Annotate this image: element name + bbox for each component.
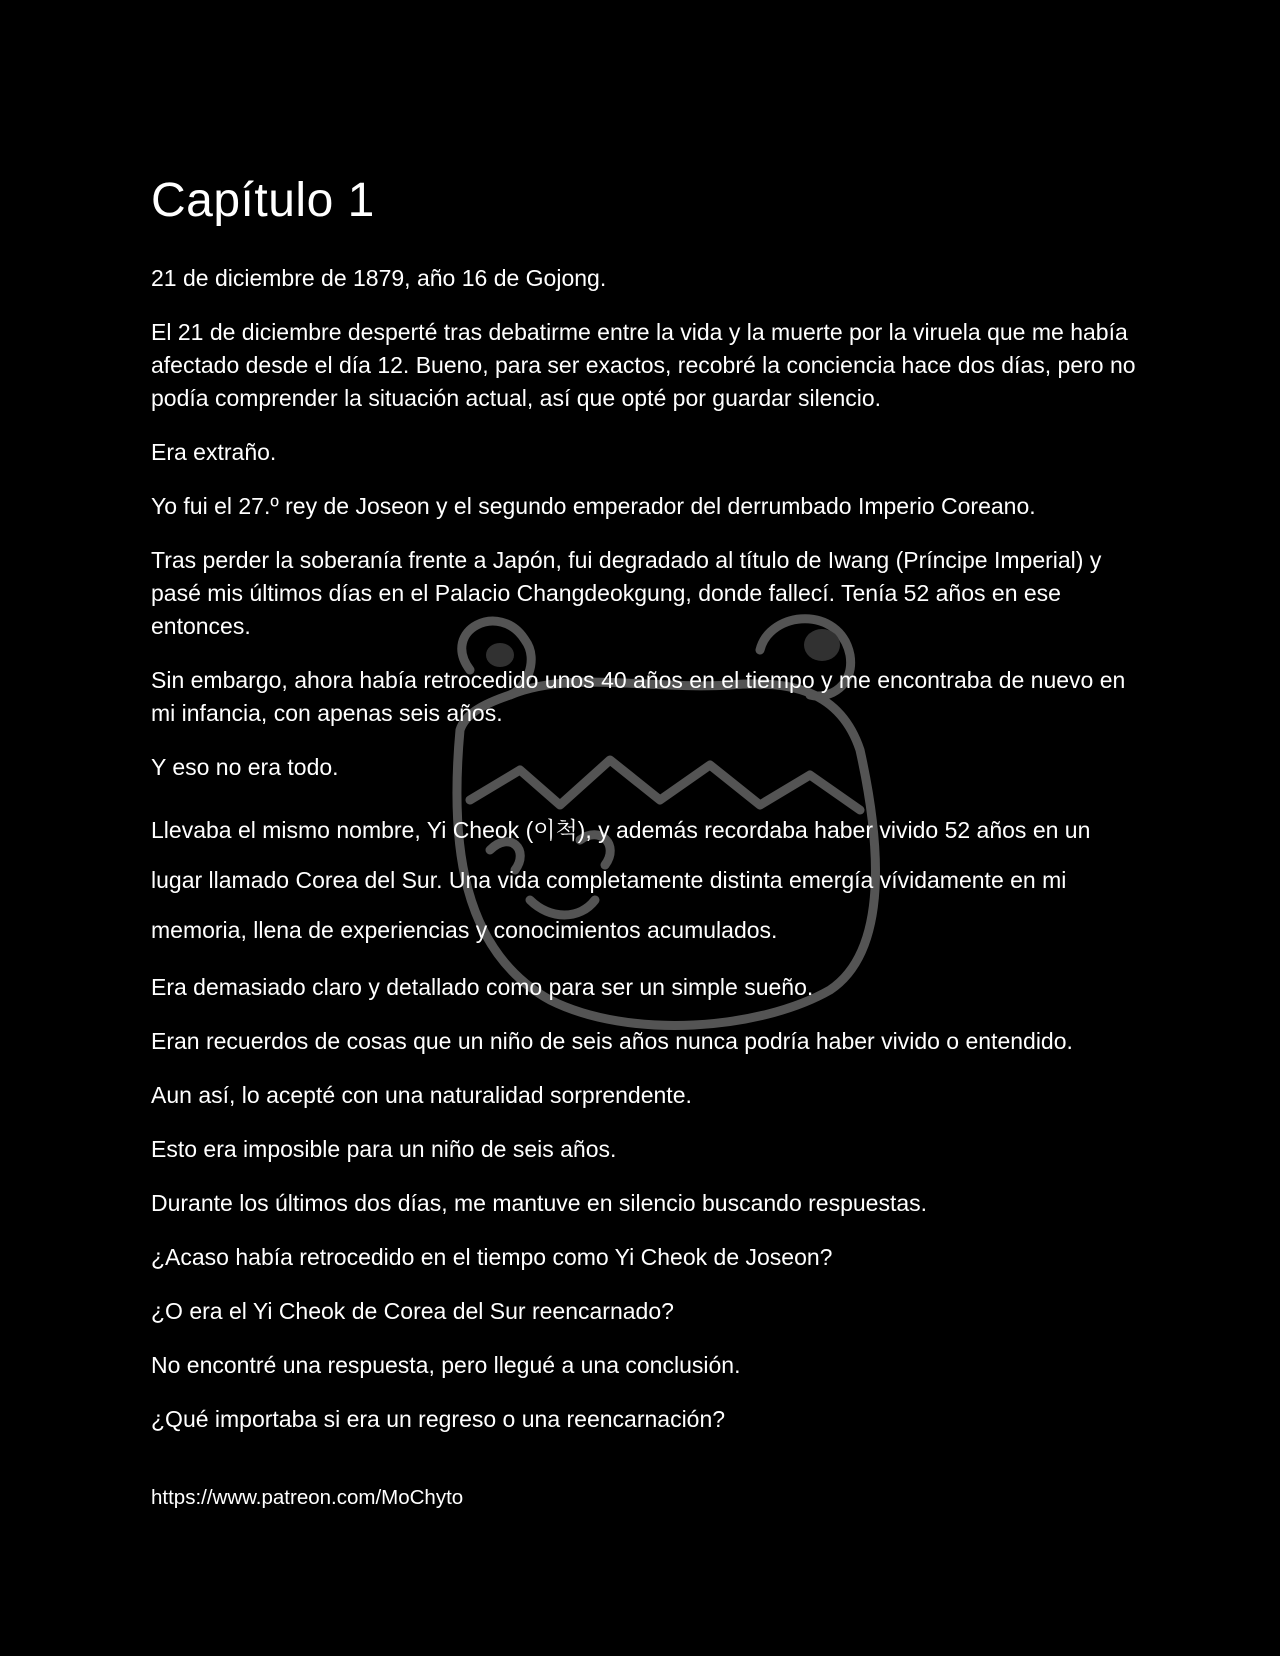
paragraph: Sin embargo, ahora había retrocedido unos 40 años en el tiempo y me encontraba de nuevo en mi infancia, con apenas seis años. bbox=[151, 667, 1126, 726]
paragraph: Aun así, lo acepté con una naturalidad sorprendente. bbox=[151, 1082, 692, 1108]
paragraph: El 21 de diciembre desperté tras debatirme entre la vida y la muerte por la viruela que me había afectado desde el día 12. Bueno, para ser exactos, recobré la conciencia hace dos días, pero no podía comprender la situación actual, así que opté por guardar silencio. bbox=[151, 319, 1136, 411]
paragraph: Yo fui el 27.º rey de Joseon y el segundo emperador del derrumbado Imperio Coreano. bbox=[151, 493, 1036, 519]
chapter-page bbox=[151, 168, 1141, 1512]
chapter-title: Capítulo 1 bbox=[151, 174, 375, 227]
paragraph: Tras perder la soberanía frente a Japón, fui degradado al título de Iwang (Príncipe Imperial) y pasé mis últimos días en el Palacio Changdeokgung, donde fallecí. Tenía 52 años en ese entonces. bbox=[151, 547, 1102, 639]
paragraph: Eran recuerdos de cosas que un niño de seis años nunca podría haber vivido o entendido. bbox=[151, 1028, 1073, 1054]
paragraph: ¿O era el Yi Cheok de Corea del Sur reencarnado? bbox=[151, 1298, 674, 1324]
paragraph: Llevaba el mismo nombre, Yi Cheok (이척), y además recordaba haber vivido 52 años en un lugar llamado Corea del Sur. Una vida completamente distinta emergía vívidamente en mi memoria, llena de experiencias y conocimientos acumulados. bbox=[151, 817, 1091, 943]
paragraph: Durante los últimos dos días, me mantuve en silencio buscando respuestas. bbox=[151, 1190, 928, 1216]
patreon-link[interactable]: https://www.patreon.com/MoChyto bbox=[151, 1486, 464, 1509]
paragraph: ¿Qué importaba si era un regreso o una reencarnación? bbox=[151, 1406, 726, 1432]
paragraph: Esto era imposible para un niño de seis años. bbox=[151, 1136, 617, 1162]
paragraph: Era extraño. bbox=[151, 439, 277, 465]
paragraph: No encontré una respuesta, pero llegué a una conclusión. bbox=[151, 1352, 741, 1378]
paragraph: ¿Acaso había retrocedido en el tiempo como Yi Cheok de Joseon? bbox=[151, 1244, 833, 1270]
paragraph: Y eso no era todo. bbox=[151, 754, 339, 780]
paragraph: Era demasiado claro y detallado como para ser un simple sueño. bbox=[151, 974, 814, 1000]
paragraph: 21 de diciembre de 1879, año 16 de Gojong. bbox=[151, 265, 607, 291]
